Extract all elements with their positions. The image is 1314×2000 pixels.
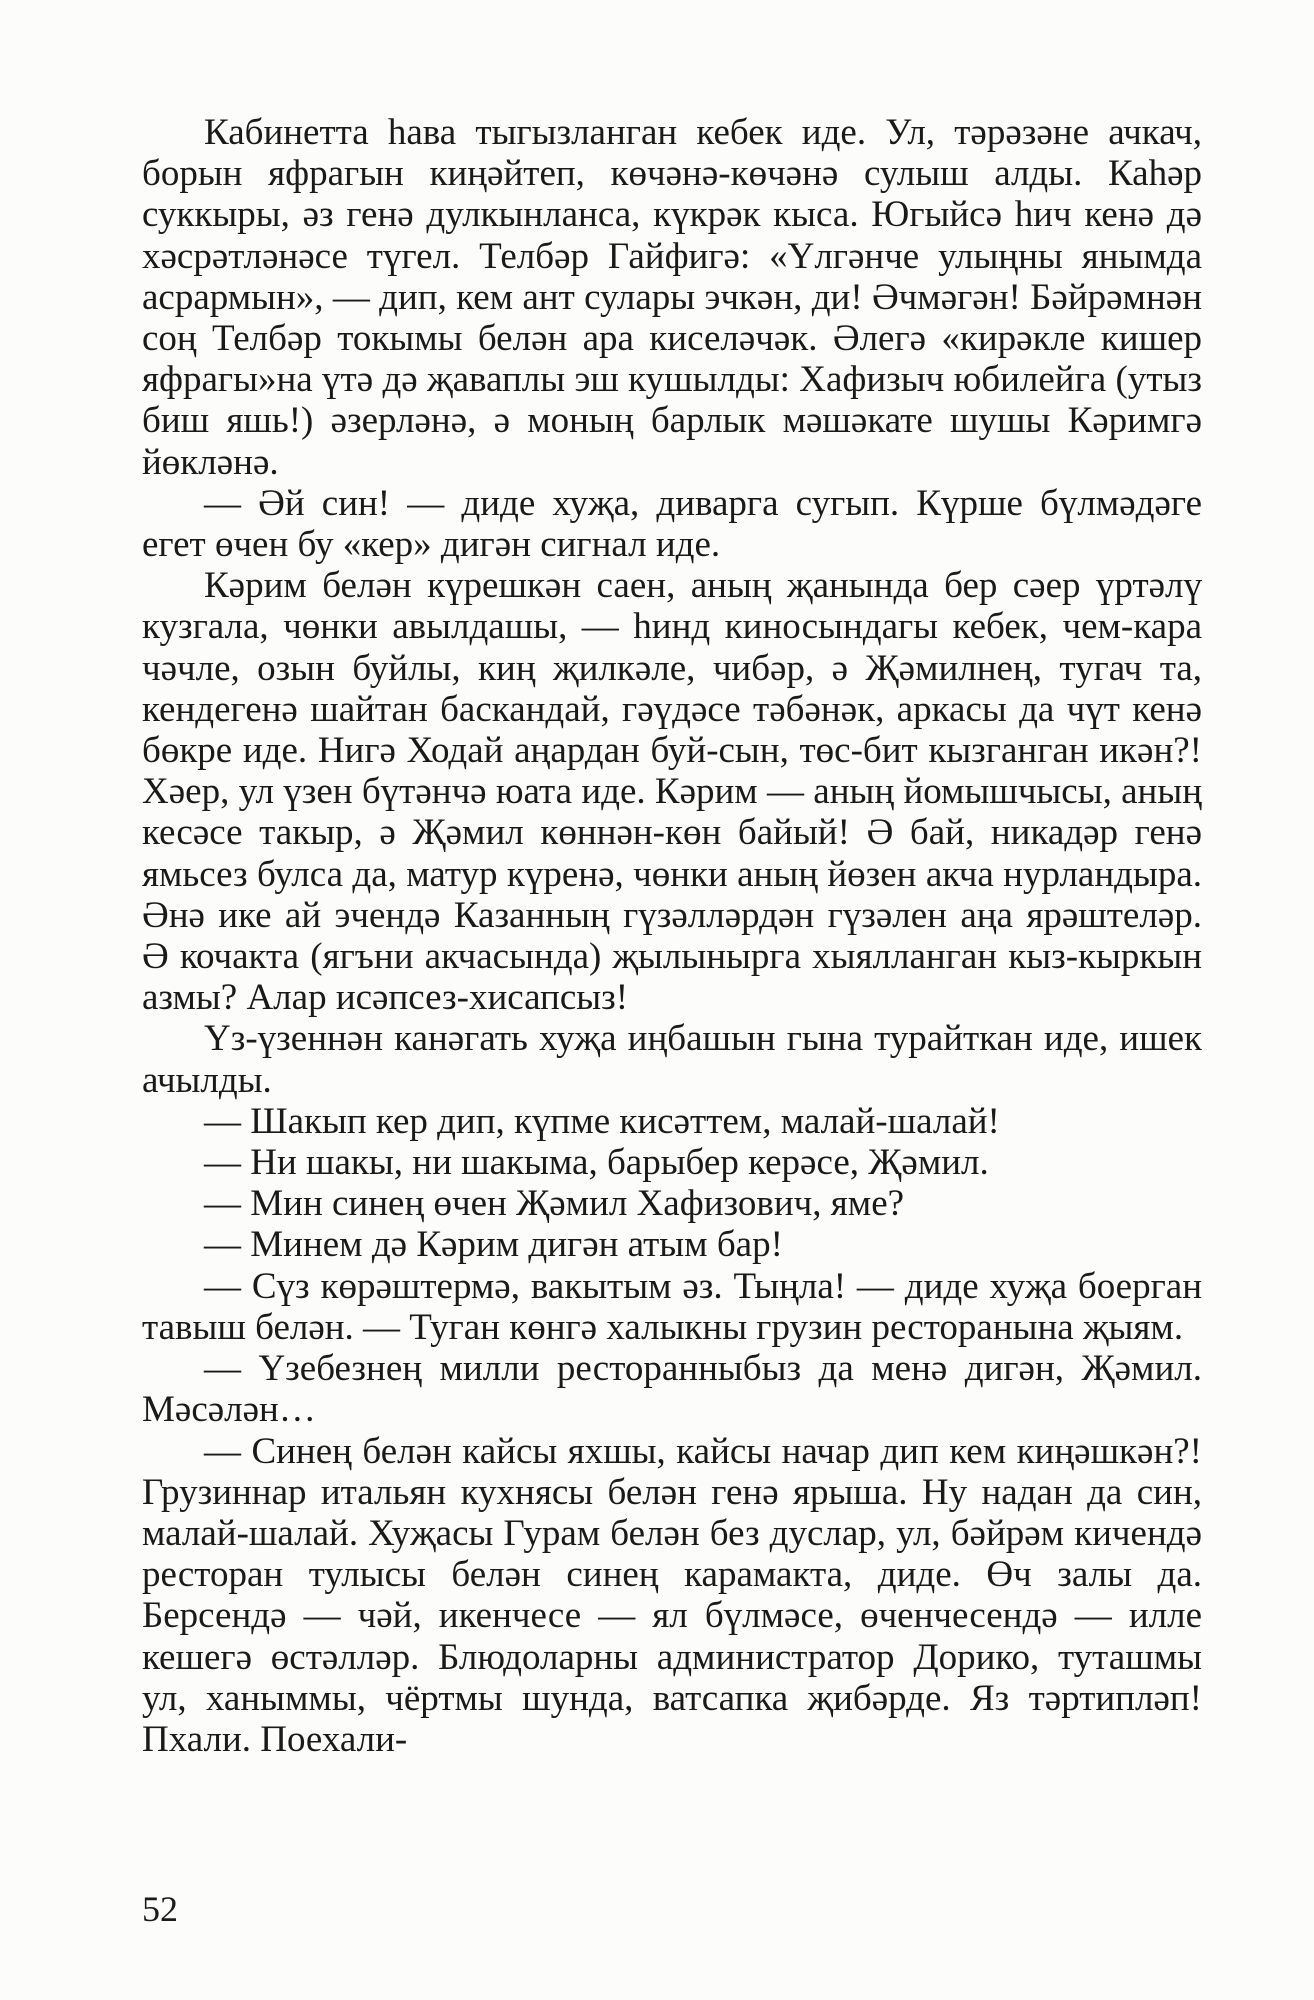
- paragraph: — Әй син! — диде хуҗа, диварга сугып. Күрше бүлмәдәге егет өчен бу «кер» дигән сигнал иде.: [142, 482, 1202, 566]
- paragraph: — Мин синең өчен Җәмил Хафизович, яме?: [204, 1183, 905, 1225]
- paragraph: — Ни шакы, ни шакыма, барыбер керәсе, Җәмил.: [204, 1142, 989, 1184]
- body-text: [142, 112, 1202, 1760]
- paragraph: Кабинетта һава тыгызланган кебек иде. Ул, тәрәзәне ачкач, борын яфрагын киңәйтеп, көчәнә-көчәнә сулыш алды. Каһәр суккыры, әз генә дулкынланса, күкрәк кыса. Югыйсә һич кенә дә хәсрәтләнәсе түгел. Телбәр Гайфигә: «Үлгәнче улыңны янымда асрармын», — дип, кем ант сулары эчкән, ди! Әчмәгән! Бәйрәмнән соң Телбәр токымы белән ара киселәчәк. Әлегә «кирәкле кишер яфрагы»на үтә дә җаваплы эш кушылды: Хафизыч юбилейга (утыз биш яшь!) әзерләнә, ә моның барлык мәшәкате шушы Кәримгә йөкләнә.: [142, 112, 1202, 483]
- paragraph: Кәрим белән күрешкән саен, аның җанында бер сәер үртәлү кузгала, чөнки авылдашы, — һинд киносындагы кебек, чем-кара чәчле, озын буйлы, киң җилкәле, чибәр, ә Җәмилнең, тугач та, кендегенә шайтан баскандай, гәүдәсе тәбәнәк, аркасы да чүт кенә бөкре иде. Нигә Ходай аңардан буй-сын, төс-бит кызганган икән?! Хәер, ул үзен бүтәнчә юата иде. Кәрим — аның йомышчысы, аның кесәсе такыр, ә Җәмил көннән-көн байый! Ә бай, никадәр генә ямьсез булса да, матур күренә, чөнки аның йөзен акча нурландыра. Әнә ике ай эчендә Казанның гүзәлләрдән гүзәлен аңа ярәштеләр. Ә кочакта (ягъни акчасында) җылынырга хыялланган кыз-кыркын азмы? Алар исәпсез-хисапсыз!: [142, 565, 1202, 1019]
- paragraph: Үз-үзеннән канәгать хуҗа иңбашын гына турайткан иде, ишек ачылды.: [142, 1018, 1202, 1101]
- page-number: 52: [142, 1889, 178, 1929]
- paragraph: — Синең белән кайсы яхшы, кайсы начар дип кем киңәшкән?! Грузиннар итальян кухнясы белән генә ярыша. Ну надан да син, малай-шалай. Хуҗасы Гурам белән без дуслар, ул, бәйрәм кичендә ресторан тулысы белән синең карамакта, диде. Өч залы да. Берсендә — чәй, икенчесе — ял бүлмәсе, өченчесендә — илле кешегә өстәлләр. Блюдоларны администратор Дорико, туташмы ул, ханыммы, чёртмы шунда, ватсапка җибәрде. Яз тәртипләп! Пхали. Поехали-: [142, 1430, 1202, 1760]
- paragraph: — Шакып кер дип, күпме кисәттем, малай-шалай!: [204, 1100, 1000, 1142]
- paragraph: — Минем дә Кәрим дигән атым бар!: [204, 1224, 783, 1266]
- paragraph: — Сүз көрәштермә, вакытым әз. Тыңла! — диде хуҗа боерган тавыш белән. — Туган көнгә халыкны грузин ресторанына җыям.: [142, 1265, 1202, 1348]
- paragraph: — Үзебезнең милли ресторанныбыз да менә дигән, Җәмил. Мәсәлән…: [142, 1348, 1202, 1431]
